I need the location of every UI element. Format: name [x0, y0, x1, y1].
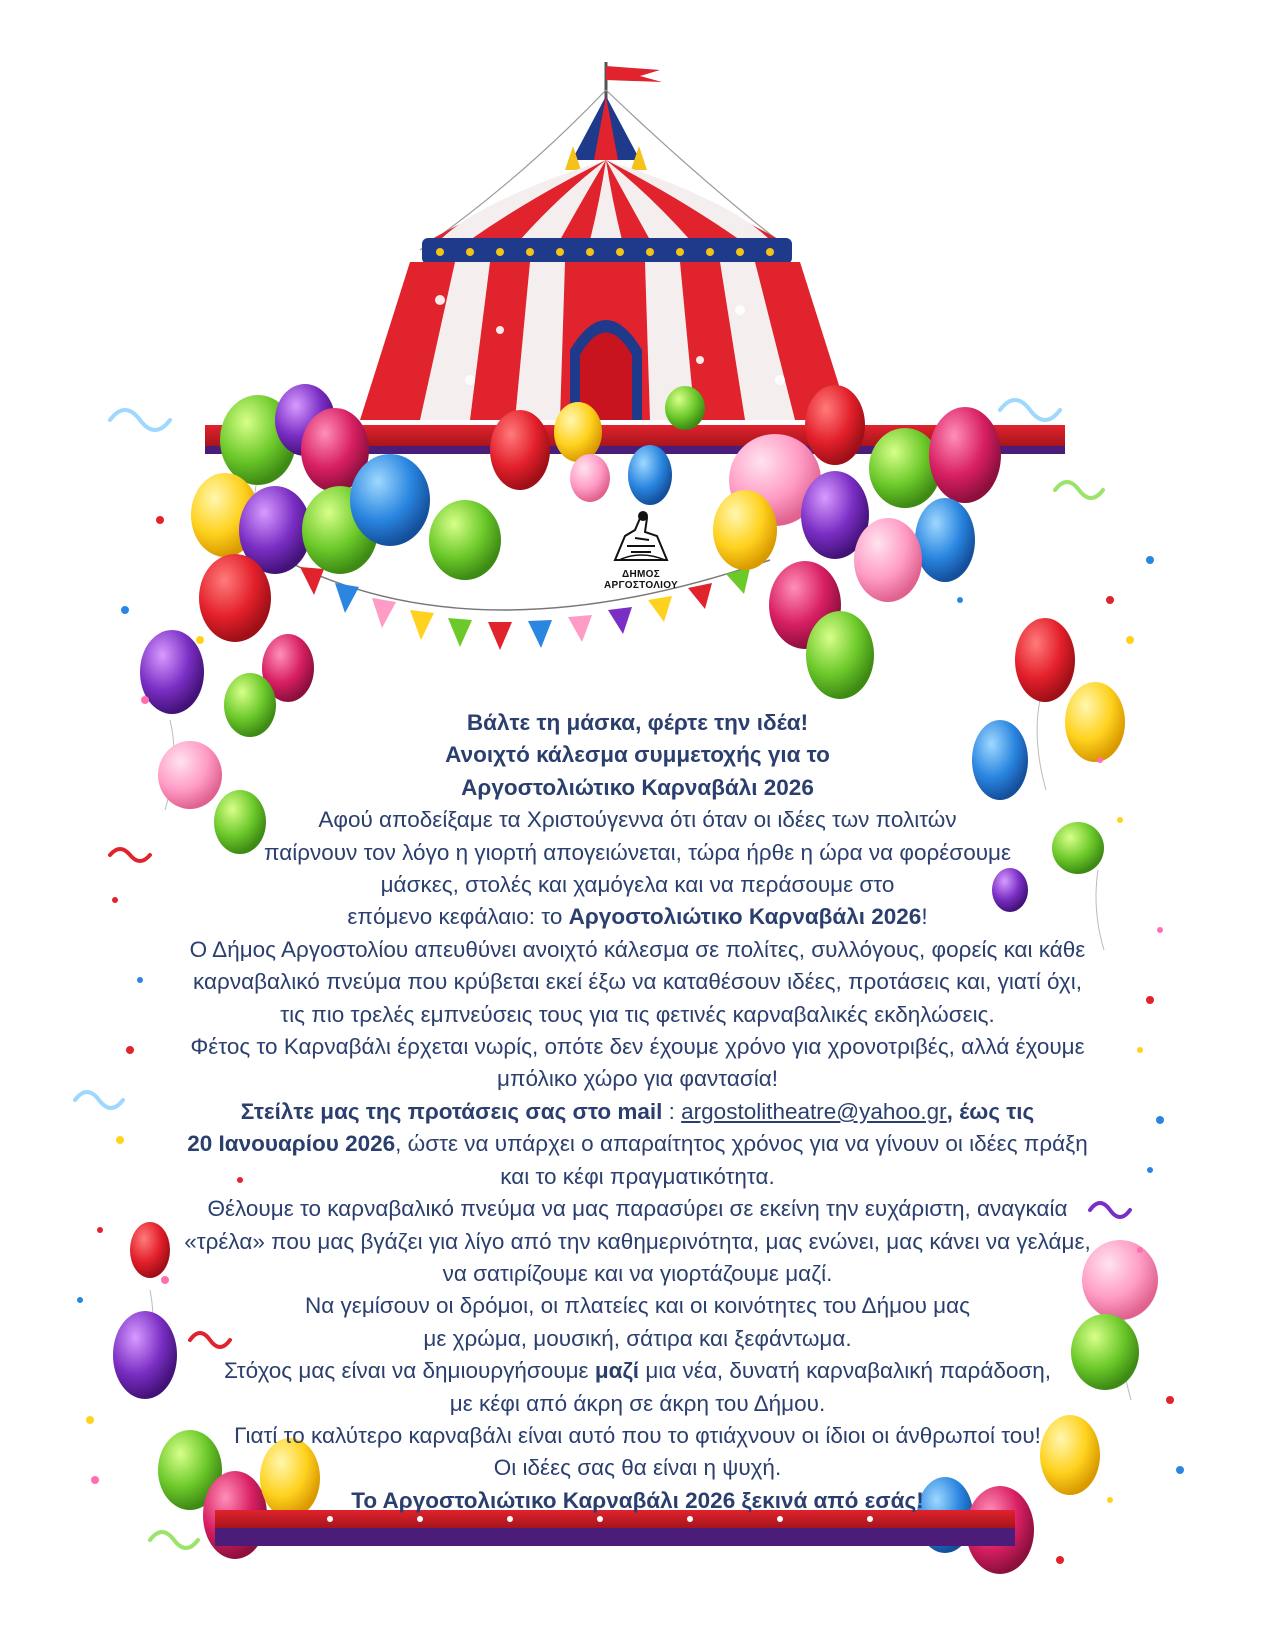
body-line: με κέφι από άκρη σε άκρη του Δήμου. [449, 1390, 826, 1416]
headline-2: Ανοιχτό κάλεσμα συμμετοχής για το [445, 742, 830, 768]
body-line [140, 901, 1135, 933]
body-bold: Στείλτε μας της προτάσεις σας στο mail [240, 1098, 663, 1124]
municipality-logo [596, 506, 686, 616]
body-line: Ο Δήμος Αργοστολίου απευθύνει ανοιχτό κάλεσμα σε πολίτες, συλλόγους, φορείς και κάθε [189, 936, 1086, 962]
bunting-flags [285, 560, 770, 650]
body-text: Στόχος μας είναι να δημιουργήσουμε [223, 1358, 595, 1384]
body-line: Να γεμίσουν οι δρόμοι, οι πλατείες και οι κοινότητες του Δήμου μας [305, 1293, 970, 1319]
deadline-date: 20 Ιανουαρίου 2026 [187, 1131, 396, 1157]
body-line: μπόλικο χώρο για φαντασία! [497, 1066, 778, 1092]
body-bold: Αργοστολιώτικο Καρναβάλι 2026 [568, 904, 922, 930]
body-line [140, 1128, 1135, 1160]
body-line: «τρέλα» που μας βγάζει για λίγο από την καθημερινότητα, μας ενώνει, μας κάνει να γελάμε, [184, 1228, 1091, 1254]
body-line [140, 1355, 1135, 1387]
body-line: Φέτος το Καρναβάλι έρχεται νωρίς, οπότε δεν έχουμε χρόνο για χρονοτριβές, αλλά έχουμε [190, 1034, 1085, 1060]
headline-3: Αργοστολιώτικο Καρναβάλι 2026 [461, 774, 814, 800]
body-text: ! [921, 904, 928, 930]
announcement-text [140, 707, 1135, 1517]
body-line: και το κέφι πραγματικότητα. [500, 1163, 775, 1189]
body-line: με χρώμα, μουσική, σάτιρα και ξεφάντωμα. [423, 1325, 852, 1351]
body-text: : [662, 1098, 682, 1124]
body-line: μάσκες, στολές και χαμόγελα και να περάσουμε στο [380, 872, 895, 898]
email-link[interactable]: argostolitheatre@yahoo.gr [681, 1098, 947, 1124]
body-text: επόμενο κεφάλαιο: το [347, 904, 569, 930]
body-line: Γιατί το καλύτερο καρναβάλι είναι αυτό που το φτιάχνουν οι ίδιοι οι άνθρωποί του! [234, 1422, 1041, 1448]
body-line: καρναβαλικό πνεύμα που κρύβεται εκεί έξω να καταθέσουν ιδέες, προτάσεις και, γιατί όχι, [193, 969, 1082, 995]
logo-line-1: ΔΗΜΟΣ [621, 569, 661, 580]
body-line: Αφού αποδείξαμε τα Χριστούγεννα ότι όταν οι ιδέες των πολιτών [318, 807, 957, 833]
circus-tent-icon [205, 62, 1065, 454]
closing-line: Το Αργοστολιώτικο Καρναβάλι 2026 ξεκινά από εσάς! [351, 1487, 924, 1513]
body-line: να σατιρίζουμε και να γιορτάζουμε μαζί. [442, 1260, 833, 1286]
body-line: τις πιο τρελές εμπνεύσεις τους για τις φετινές καρναβαλικές εκδηλώσεις. [280, 1001, 995, 1027]
body-bold: , έως τις [946, 1098, 1035, 1124]
body-line [140, 1096, 1135, 1128]
body-line: Οι ιδέες σας θα είναι η ψυχή. [493, 1455, 782, 1481]
headline-1: Βάλτε τη μάσκα, φέρτε την ιδέα! [466, 710, 809, 735]
body-line: παίρνουν τον λόγο η γιορτή απογειώνεται, τώρα ήρθε η ώρα να φορέσουμε [263, 839, 1012, 865]
kefalos-seal-icon [605, 506, 677, 564]
body-text: , ώστε να υπάρχει ο απαραίτητος χρόνος για να γίνουν οι ιδέες πράξη [395, 1131, 1088, 1157]
body-bold: μαζί [594, 1358, 640, 1384]
logo-line-2: ΑΡΓΟΣΤΟΛΙΟΥ [603, 580, 679, 591]
body-text: μια νέα, δυνατή καρναβαλική παράδοση, [639, 1358, 1052, 1384]
body-line: Θέλουμε το καρναβαλικό πνεύμα να μας παρασύρει σε εκείνη την ευχάριστη, αναγκαία [207, 1196, 1068, 1222]
